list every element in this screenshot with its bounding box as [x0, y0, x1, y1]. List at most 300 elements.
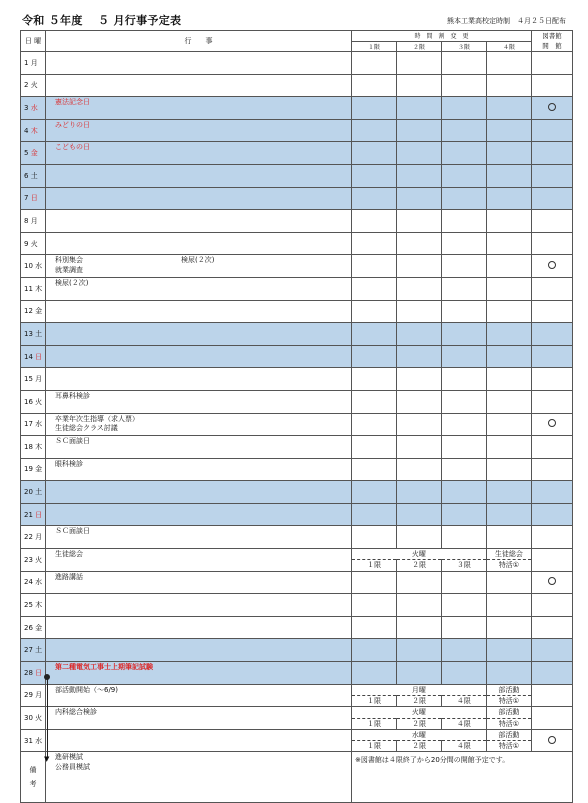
tt-day: 火曜 — [352, 549, 486, 560]
row-period-cell — [442, 368, 487, 391]
row-library — [532, 639, 573, 662]
row-day: 1 — [24, 58, 29, 67]
row-period-cell — [352, 616, 397, 639]
row-period-cell — [442, 345, 487, 368]
header-date: 日 曜 — [21, 31, 46, 52]
row-period-cell — [487, 52, 532, 75]
row-period-cell — [352, 277, 397, 300]
row-weekday: 金 — [35, 307, 43, 316]
row-weekday: 土 — [35, 488, 43, 497]
row-library — [532, 52, 573, 75]
tt-period: ４限 — [442, 741, 487, 752]
header-period-4: ４限 — [487, 41, 532, 52]
event-text: ＳＣ面談日 — [55, 527, 90, 536]
row-period-cell — [352, 413, 397, 436]
schedule-row — [21, 571, 573, 594]
row-timetable-change — [352, 684, 532, 707]
row-date — [21, 345, 46, 368]
row-date — [21, 210, 46, 233]
row-day: 28 — [24, 668, 33, 677]
row-period-cell — [442, 210, 487, 233]
event-text: 眼科検診 — [55, 459, 83, 468]
row-library — [532, 503, 573, 526]
row-period-cell — [397, 119, 442, 142]
row-day: 23 — [24, 555, 33, 564]
schedule-row — [21, 187, 573, 210]
row-period-cell — [352, 187, 397, 210]
row-date — [21, 164, 46, 187]
row-day: 14 — [24, 352, 33, 361]
row-events — [46, 142, 352, 165]
tt-period: ４限 — [442, 695, 487, 706]
row-date — [21, 662, 46, 685]
row-period-cell — [487, 323, 532, 346]
schedule-row — [21, 119, 573, 142]
row-date — [21, 458, 46, 481]
tt-period: 特活① — [498, 561, 520, 570]
schedule-row — [21, 594, 573, 617]
row-period-cell — [397, 74, 442, 97]
event-text: こどもの日 — [55, 143, 90, 152]
header-library-line2: 開 館 — [542, 42, 562, 50]
row-period-cell — [442, 436, 487, 459]
row-period-cell — [397, 345, 442, 368]
row-day: 7 — [24, 194, 29, 203]
row-period-cell — [397, 458, 442, 481]
timetable-change-table — [352, 549, 531, 571]
row-period-cell — [487, 481, 532, 504]
row-day: 8 — [24, 216, 29, 225]
row-date — [21, 684, 46, 707]
schedule-row — [21, 323, 573, 346]
row-period-cell — [397, 526, 442, 549]
event-text: 卒業年次生指導（求人票） — [55, 414, 139, 423]
row-period-cell — [352, 255, 397, 278]
row-period-cell — [397, 300, 442, 323]
row-library — [532, 594, 573, 617]
row-period-cell — [352, 232, 397, 255]
row-weekday: 土 — [35, 329, 43, 338]
row-period-cell — [397, 52, 442, 75]
row-library — [532, 549, 573, 572]
row-events — [46, 684, 352, 707]
header-row-1 — [21, 31, 573, 42]
header-library — [532, 31, 573, 52]
row-day: 20 — [24, 488, 33, 497]
row-period-cell — [352, 526, 397, 549]
row-period-cell — [442, 594, 487, 617]
row-library — [532, 164, 573, 187]
row-library — [532, 571, 573, 594]
row-events — [46, 52, 352, 75]
row-period-cell — [352, 458, 397, 481]
row-period-cell — [352, 368, 397, 391]
row-period-cell — [397, 571, 442, 594]
row-period-cell — [397, 662, 442, 685]
tt-period: ２限 — [397, 741, 442, 752]
row-events — [46, 616, 352, 639]
row-library — [532, 436, 573, 459]
row-date — [21, 187, 46, 210]
row-date — [21, 277, 46, 300]
schedule-row — [21, 662, 573, 685]
row-library — [532, 729, 573, 752]
event-text: 耳鼻科検診 — [55, 391, 90, 400]
row-date — [21, 255, 46, 278]
row-date — [21, 436, 46, 459]
row-events — [46, 300, 352, 323]
row-events — [46, 210, 352, 233]
row-period-cell — [442, 74, 487, 97]
row-weekday: 水 — [35, 578, 43, 587]
schedule-row — [21, 368, 573, 391]
row-period-cell — [397, 436, 442, 459]
library-open-icon — [548, 577, 556, 585]
row-weekday: 土 — [30, 171, 38, 180]
row-events — [46, 526, 352, 549]
schedule-row — [21, 255, 573, 278]
row-day: 22 — [24, 533, 33, 542]
schedule-row — [21, 436, 573, 459]
row-day: 6 — [24, 171, 29, 180]
row-period-cell — [397, 503, 442, 526]
tt-period: 特活① — [498, 696, 520, 705]
row-period-cell — [487, 436, 532, 459]
row-events — [46, 345, 352, 368]
row-period-cell — [352, 345, 397, 368]
row-day: 21 — [24, 510, 33, 519]
row-events — [46, 232, 352, 255]
schedule-row — [21, 458, 573, 481]
row-day: 5 — [24, 149, 29, 158]
tt-period: ２限 — [397, 560, 442, 571]
bikou-note: ※図書館は４限終了から20分間の開館予定です。 — [352, 752, 573, 803]
row-day: 13 — [24, 329, 33, 338]
event-text: 検尿(２次) — [55, 278, 89, 287]
schedule-row — [21, 164, 573, 187]
row-period-cell — [397, 277, 442, 300]
row-day: 4 — [24, 126, 29, 135]
row-events — [46, 707, 352, 730]
row-period-cell — [397, 639, 442, 662]
row-period-cell — [352, 164, 397, 187]
row-weekday: 月 — [30, 216, 38, 225]
row-period-cell — [397, 255, 442, 278]
row-library — [532, 390, 573, 413]
row-events — [46, 481, 352, 504]
timetable-change-table — [352, 730, 531, 752]
row-library — [532, 119, 573, 142]
schedule-row — [21, 390, 573, 413]
row-period-cell — [352, 594, 397, 617]
row-weekday: 土 — [35, 646, 43, 655]
schedule-row — [21, 481, 573, 504]
row-day: 17 — [24, 420, 33, 429]
row-weekday: 月 — [35, 533, 43, 542]
schedule-row — [21, 232, 573, 255]
schedule-row — [21, 74, 573, 97]
row-period-cell — [442, 164, 487, 187]
event-text: 部活動開始（～6/9) — [55, 685, 118, 694]
issuer-text: 熊本工業高校定時制 ４月２５日配布 — [447, 17, 566, 25]
row-period-cell — [397, 164, 442, 187]
row-period-cell — [397, 142, 442, 165]
row-weekday: 火 — [30, 239, 38, 248]
row-events — [46, 164, 352, 187]
event-text: 就業調査 — [55, 265, 83, 274]
row-events — [46, 119, 352, 142]
row-period-cell — [442, 97, 487, 120]
schedule-row — [21, 684, 573, 707]
schedule-row — [21, 210, 573, 233]
row-events — [46, 458, 352, 481]
row-library — [532, 684, 573, 707]
schedule-row — [21, 345, 573, 368]
row-events — [46, 594, 352, 617]
row-day: 24 — [24, 578, 33, 587]
row-period-cell — [397, 413, 442, 436]
row-library — [532, 526, 573, 549]
row-date — [21, 594, 46, 617]
tt-period: ４限 — [442, 718, 487, 729]
row-day: 2 — [24, 81, 29, 90]
row-period-cell — [487, 97, 532, 120]
row-period-cell — [442, 662, 487, 685]
row-period-cell — [487, 413, 532, 436]
row-period-cell — [442, 142, 487, 165]
row-library — [532, 232, 573, 255]
row-period-cell — [352, 119, 397, 142]
row-date — [21, 571, 46, 594]
event-text: 生徒総会クラス討議 — [55, 424, 118, 432]
row-day: 27 — [24, 646, 33, 655]
row-period-cell — [487, 74, 532, 97]
row-period-cell — [487, 458, 532, 481]
event-text: 内科総合検診 — [55, 708, 97, 717]
row-events — [46, 413, 352, 436]
schedule-row — [21, 707, 573, 730]
tt-activity: 部活動 — [486, 707, 531, 718]
header-period-1: １限 — [352, 41, 397, 52]
row-library — [532, 368, 573, 391]
row-library — [532, 616, 573, 639]
row-period-cell — [487, 277, 532, 300]
schedule-table — [20, 30, 573, 803]
row-period-cell — [442, 503, 487, 526]
schedule-row — [21, 97, 573, 120]
schedule-row — [21, 277, 573, 300]
row-library — [532, 481, 573, 504]
row-day: 3 — [24, 103, 29, 112]
row-period-cell — [397, 368, 442, 391]
row-weekday: 火 — [35, 397, 43, 406]
row-weekday: 日 — [35, 510, 43, 519]
tt-period: １限 — [352, 695, 397, 706]
row-events — [46, 639, 352, 662]
row-period-cell — [487, 526, 532, 549]
row-period-cell — [442, 616, 487, 639]
header-period-3: ３限 — [442, 41, 487, 52]
event-text: 生徒総会 — [55, 550, 83, 559]
row-weekday: 月 — [35, 691, 43, 700]
row-period-cell — [352, 390, 397, 413]
row-library — [532, 210, 573, 233]
library-open-icon — [548, 261, 556, 269]
row-weekday: 日 — [35, 668, 43, 677]
row-period-cell — [442, 119, 487, 142]
row-period-cell — [397, 232, 442, 255]
timetable-change-table — [352, 685, 531, 707]
row-date — [21, 368, 46, 391]
row-period-cell — [352, 97, 397, 120]
row-date — [21, 526, 46, 549]
row-weekday: 月 — [35, 375, 43, 384]
row-period-cell — [442, 187, 487, 210]
row-weekday: 水 — [35, 262, 43, 271]
event-text: 進路講話 — [55, 572, 83, 581]
row-period-cell — [397, 323, 442, 346]
library-open-icon — [548, 419, 556, 427]
row-period-cell — [487, 571, 532, 594]
row-events — [46, 277, 352, 300]
row-weekday: 木 — [35, 284, 43, 293]
library-open-icon — [548, 103, 556, 111]
row-period-cell — [442, 232, 487, 255]
row-library — [532, 97, 573, 120]
tt-period: ２限 — [397, 718, 442, 729]
timetable-change-table — [352, 707, 531, 729]
tt-day: 月曜 — [352, 685, 486, 696]
row-period-cell — [487, 187, 532, 210]
header-library-line1: 図書館 — [542, 32, 562, 40]
tt-period: ３限 — [442, 560, 487, 571]
row-timetable-change — [352, 549, 532, 572]
row-weekday: 水 — [35, 736, 43, 745]
row-events — [46, 729, 352, 752]
row-weekday: 金 — [30, 149, 38, 158]
row-library — [532, 187, 573, 210]
row-period-cell — [397, 616, 442, 639]
row-period-cell — [352, 481, 397, 504]
row-library — [532, 142, 573, 165]
row-weekday: 木 — [30, 126, 38, 135]
event-text: 科別集会 検尿(２次) — [55, 256, 215, 265]
row-period-cell — [487, 503, 532, 526]
header-event: 行 事 — [46, 31, 352, 52]
row-period-cell — [442, 571, 487, 594]
tt-day: 水曜 — [352, 730, 486, 741]
row-day: 18 — [24, 442, 33, 451]
row-period-cell — [352, 662, 397, 685]
row-library — [532, 458, 573, 481]
row-weekday: 木 — [35, 601, 43, 610]
bikou-items — [46, 752, 352, 803]
row-period-cell — [487, 255, 532, 278]
row-day: 11 — [24, 284, 33, 293]
row-period-cell — [397, 390, 442, 413]
row-events — [46, 368, 352, 391]
row-weekday: 日 — [35, 352, 43, 361]
schedule-rows — [21, 52, 573, 752]
row-events — [46, 187, 352, 210]
event-text: 憲法記念日 — [55, 98, 90, 107]
bikou-row — [21, 752, 573, 803]
row-period-cell — [442, 390, 487, 413]
row-period-cell — [352, 300, 397, 323]
row-events — [46, 436, 352, 459]
header-period-2: ２限 — [397, 41, 442, 52]
bikou-label-1: 備 — [29, 766, 37, 775]
schedule-row — [21, 142, 573, 165]
row-date — [21, 300, 46, 323]
row-events — [46, 323, 352, 346]
row-date — [21, 503, 46, 526]
row-period-cell — [352, 74, 397, 97]
row-period-cell — [487, 639, 532, 662]
row-date — [21, 232, 46, 255]
event-text: ＳＣ面談日 — [55, 437, 90, 446]
row-period-cell — [442, 526, 487, 549]
event-text: 第二種電気工事士上期筆記試験 — [55, 663, 153, 672]
row-events — [46, 662, 352, 685]
row-period-cell — [487, 300, 532, 323]
row-library — [532, 300, 573, 323]
tt-period: １限 — [352, 741, 397, 752]
row-library — [532, 323, 573, 346]
row-day: 10 — [24, 262, 33, 271]
row-period-cell — [352, 571, 397, 594]
tt-period: １限 — [352, 718, 397, 729]
tt-period: １限 — [352, 560, 397, 571]
row-period-cell — [397, 594, 442, 617]
row-weekday: 木 — [35, 442, 43, 451]
row-period-cell — [487, 662, 532, 685]
row-date — [21, 481, 46, 504]
page-title: 令和 ５年度 ５ 月行事予定表 — [22, 14, 182, 27]
tt-day: 火曜 — [352, 707, 486, 718]
row-day: 9 — [24, 239, 29, 248]
row-date — [21, 729, 46, 752]
row-weekday: 水 — [30, 103, 38, 112]
row-period-cell — [352, 436, 397, 459]
bikou-label-2: 考 — [29, 780, 37, 789]
row-weekday: 火 — [35, 555, 43, 564]
row-period-cell — [352, 503, 397, 526]
schedule-row — [21, 413, 573, 436]
row-period-cell — [487, 142, 532, 165]
row-weekday: 日 — [30, 194, 38, 203]
row-weekday: 水 — [35, 420, 43, 429]
schedule-row — [21, 52, 573, 75]
row-library — [532, 707, 573, 730]
tt-activity: 部活動 — [486, 685, 531, 696]
row-date — [21, 323, 46, 346]
schedule-row — [21, 616, 573, 639]
row-weekday: 金 — [35, 465, 43, 474]
row-period-cell — [352, 639, 397, 662]
schedule-row — [21, 300, 573, 323]
row-day: 30 — [24, 714, 33, 723]
row-period-cell — [487, 119, 532, 142]
bikou-label — [21, 752, 46, 803]
row-date — [21, 142, 46, 165]
library-open-icon — [548, 736, 556, 744]
tt-activity: 部活動 — [486, 730, 531, 741]
event-text: みどりの日 — [55, 120, 90, 129]
row-library — [532, 413, 573, 436]
row-library — [532, 662, 573, 685]
schedule-row — [21, 549, 573, 572]
